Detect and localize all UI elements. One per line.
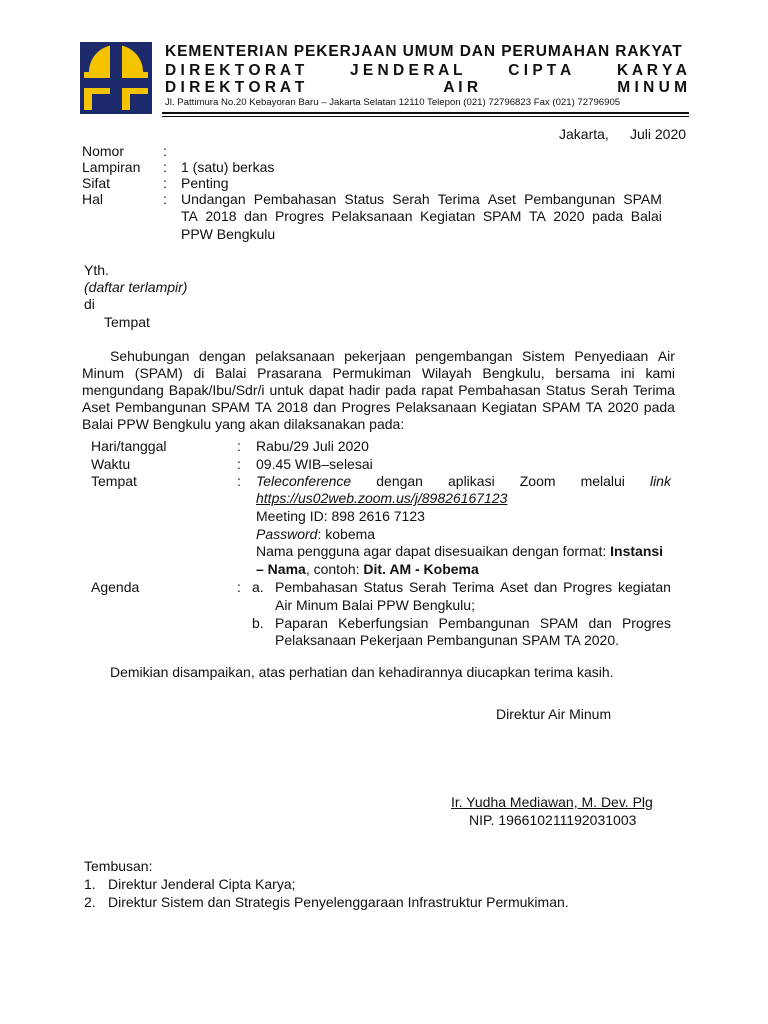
word: Keberfungsian [338,615,429,631]
nomor-label: Nomor [82,143,125,159]
hari-label: Hari/tanggal [91,438,167,454]
hari-colon: : [237,438,241,454]
word: (SPAM) [134,365,183,381]
word: dapat [308,382,344,398]
word: 2020 [607,399,639,415]
word: Sistem [522,348,565,364]
word: Pembangunan [438,615,530,631]
word: SPAM [623,191,662,207]
word: Pembangunan [524,191,616,207]
dg-word: J E N D E R A L [349,62,463,79]
nomor-colon: : [163,143,167,159]
lampiran-label: Lampiran [82,159,141,175]
word: TA [181,208,198,224]
word: aplikasi [448,473,495,489]
directorate-name [165,79,687,97]
word: melalui [580,473,625,489]
word: Status [344,191,385,207]
directorate-general-name [165,62,687,80]
word: Pembangunan [115,399,207,415]
waktu-value: 09.45 WIB–selesai [256,456,373,472]
tempat-line-1 [256,473,671,490]
word: Teleconference [256,473,352,489]
cc-item-1: Direktur Jenderal Cipta Karya; [108,876,296,892]
word: Air [657,348,675,364]
word: Prasarana [257,365,322,381]
tempat-label: Tempat [91,473,137,489]
word: Pelaksanaan [331,208,413,224]
agenda-label: Agenda [91,579,140,595]
format-bold-nama: – Nama [256,561,306,577]
body-line-5: Balai PPW Bengkulu yang akan dilaksanakan pada: [82,416,405,432]
format-line-1 [256,543,663,560]
body-line-2 [82,365,675,382]
cc-item-2-marker: 2. [84,894,96,910]
password-label: Password [256,526,318,542]
hari-value: Rabu/29 Juli 2020 [256,438,369,454]
word: Terima [437,191,480,207]
letterhead-rule-thin [162,116,689,117]
word: Permukiman [332,365,412,381]
dg-word: D I R E K T O R A T [165,62,305,79]
word: TA [254,399,272,415]
signatory-name: Ir. Yudha Mediawan, M. Dev. Plg [451,794,653,810]
ministry-name: KEMENTERIAN PEKERJAAN UMUM DAN PERUMAHAN RAKYAT [165,43,683,60]
date-city: Jakarta, [559,126,609,142]
word: mengundang [82,382,164,398]
zoom-link-row [256,490,507,507]
format-text: Nama pengguna agar dapat disesuaikan dengan format: [256,543,607,559]
word: Kegiatan [420,208,476,224]
logo-right-cut [122,78,148,88]
word: Pembahasan [275,579,358,595]
word: dengan [376,473,423,489]
word: Aset [500,579,529,595]
word: Serah [392,191,430,207]
cc-item-1-marker: 1. [84,876,96,892]
word: Bengkulu, [482,365,545,381]
word: Status [545,382,586,398]
word: Pelaksanaan [395,399,477,415]
word: Serah [590,382,628,398]
word: TA [585,399,603,415]
agenda-b-line-2: Pelaksanaan Pekerjaan Pembangunan SPAM TA 2020. [275,632,620,648]
sifat-value: Penting [181,175,229,191]
word: Penyediaan [574,348,649,364]
word: pengembangan [415,348,513,364]
format-example-text: , contoh: [305,561,360,577]
format-bold-instansi: Instansi [610,543,664,559]
hal-label: Hal [82,191,104,207]
word: Balai [630,208,662,224]
cc-label: Tembusan: [84,858,153,874]
sifat-colon: : [163,175,167,191]
word: 2018 [276,399,308,415]
word: Bapak/Ibu/Sdr/i [168,382,265,398]
word: dan [244,208,268,224]
logo-center-bar [110,42,122,114]
word: Minum [82,365,125,381]
waktu-label: Waktu [91,456,131,472]
word: link [649,473,671,489]
word: pada [643,399,675,415]
lampiran-value: 1 (satu) berkas [181,159,275,175]
word: TA [529,208,546,224]
recipient-di: di [84,296,95,312]
word: di [193,365,205,381]
password-row [256,526,375,543]
hal-colon: : [163,191,167,207]
word: bersama [555,365,610,381]
dir-word: M I N U M [617,79,687,96]
logo-right-gap [130,94,148,114]
sifat-label: Sifat [82,175,111,191]
word: hadir [348,382,381,398]
word: Progres [621,615,671,631]
word: Serah [408,579,447,595]
word: Progres [341,399,391,415]
lampiran-colon: : [163,159,167,175]
word: SPAM [541,399,581,415]
recipient-list-note-text: (daftar terlampir) [84,279,188,295]
body-line-3 [82,382,675,399]
agenda-b-line-1 [275,615,671,632]
hal-value-line-1 [181,191,662,208]
word: 2018 [205,208,237,224]
password-value: : kobema [317,526,376,542]
recipient-yth: Yth. [84,262,109,278]
tempat-colon: : [237,473,241,489]
agenda-a-line-2: Air Minum Balai PPW Bengkulu; [275,597,475,613]
letterhead-address: Jl. Pattimura No.20 Kebayoran Baru – Jakarta Selatan 12110 Telepon (021) 72796823 Fax (021) 72796905 [165,97,621,108]
body-line-4 [82,399,675,416]
meeting-id: Meeting ID: 898 2616 7123 [256,508,425,524]
word: pada [385,382,417,398]
word: Kegiatan [481,399,537,415]
word: Pembahasan [253,191,337,207]
word: pekerjaan [344,348,406,364]
word: untuk [269,382,304,398]
word: Progres [563,579,613,595]
dg-word: C I P T A [508,62,572,79]
logo-left-cut [84,78,110,88]
word: Terima [632,382,675,398]
recipient-list-note [84,279,187,296]
word: Terima [452,579,495,595]
signatory-title: Direktur Air Minum [496,706,612,722]
word: SPAM [482,208,522,224]
dir-word: D I R E K T O R A T [165,79,305,96]
word: dan [533,579,558,595]
closing-sentence: Demikian disampaikan, atas perhatian dan kehadirannya diucapkan terima kasih. [110,664,614,680]
agenda-marker-a: a. [252,579,264,595]
format-line-2 [256,561,479,578]
word: Progres [274,208,324,224]
word: rapat [421,382,454,398]
word: Wilayah [421,365,472,381]
word: Sehubungan [110,348,190,364]
word: ini [620,365,635,381]
word: Status [363,579,404,595]
signatory-nip: NIP. 196610211192031003 [469,812,637,828]
dir-word: A I R [443,79,479,96]
word: dan [313,399,337,415]
hal-value-line-2 [181,208,662,225]
pupr-logo [80,42,152,114]
recipient-tempat: Tempat [104,314,150,330]
word: SPAM [539,615,579,631]
word: dengan [198,348,246,364]
logo-left-gap [92,94,110,114]
format-bold-example: Dit. AM - Kobema [363,561,479,577]
waktu-colon: : [237,456,241,472]
word: Pembahasan [458,382,541,398]
agenda-colon: : [237,579,241,595]
word: kegiatan [618,579,671,595]
word: Paparan [275,615,328,631]
agenda-marker-b: b. [252,615,264,631]
word: pada [592,208,624,224]
letterhead-rule-thick [162,112,689,114]
word: dan [588,615,612,631]
word: 2020 [553,208,585,224]
word: Zoom [519,473,556,489]
agenda-a-line-1 [275,579,671,596]
hal-value-line-3: PPW Bengkulu [181,226,276,242]
word: Undangan [181,191,246,207]
word: Balai [215,365,247,381]
dg-word: K A R Y A [616,62,687,79]
word: Aset [487,191,516,207]
body-line-1 [110,348,675,365]
word: kami [645,365,675,381]
cc-item-2: Direktur Sistem dan Strategis Penyelenggaraan Infrastruktur Permukiman. [108,894,569,910]
word: pelaksanaan [255,348,335,364]
word: Aset [82,399,111,415]
date-month-year: Juli 2020 [630,126,687,142]
zoom-link[interactable]: https://us02web.zoom.us/j/89826167123 [256,490,508,506]
word: SPAM [211,399,250,415]
